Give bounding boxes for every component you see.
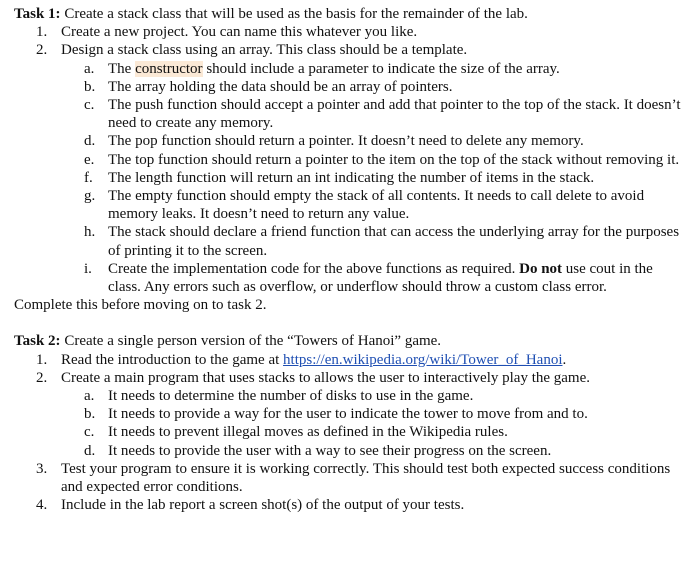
task2-subitem-c-marker: c. [84,424,95,441]
task2-subitem-c [14,423,686,441]
task1-subitem-a-marker: a. [84,60,95,77]
task1-subitem-c-marker: c. [84,97,95,114]
task2-subitem-c-text: It needs to prevent illegal moves as defined in the Wikipedia rules. [108,424,508,441]
task1-item-1-marker: 1. [36,24,48,41]
task1-subitem-i-marker: i. [84,260,92,277]
task1-subitem-c [14,96,686,132]
task1-subitem-c-text: The push function should accept a pointer and add that pointer to the top of the stack. It doesn’t need to create any memory. [108,97,681,132]
task2-subitem-b [14,405,686,423]
task1-subitem-f [14,169,686,187]
task2-subitem-d [14,442,686,460]
task2-label: Task 2: [14,333,61,350]
task1-subitem-d [14,132,686,150]
task1-subitem-a-pre: The [108,60,136,77]
task2-item-3-marker: 3. [36,460,48,477]
task1-subitem-g-marker: g. [84,188,96,205]
task1-item-2-marker: 2. [36,42,48,59]
task2-item-4-text: Include in the lab report a screen shot(s) of the output of your tests. [61,497,465,514]
task1-subitem-d-marker: d. [84,133,96,150]
do-not-emphasis: Do not [519,260,563,277]
task1-label: Task 1: [14,6,61,22]
task1-subitem-g [14,187,686,223]
task1-subitem-h-marker: h. [84,224,96,241]
task1-subitem-e [14,151,686,169]
task2-item-2-marker: 2. [36,369,48,386]
task2-subitem-d-text: It needs to provide the user with a way to see their progress on the screen. [108,442,552,459]
task1-subitem-a-post: should include a parameter to indicate the size of the array. [202,60,560,77]
task1-subitem-i-post: use cout in the class. Any errors such as overflow, or underflow should throw a custom class error. [108,260,653,296]
task2-subitem-b-text: It needs to provide a way for the user to indicate the tower to move from and to. [108,406,588,423]
task1-subitem-e-marker: e. [84,151,95,168]
task2-item-3 [14,460,686,496]
task1-item-2-text: Design a stack class using an array. This class should be a template. [61,42,468,59]
task1-subitem-i-pre: Create the implementation code for the above functions as required. [108,260,520,277]
task2-subitem-a-marker: a. [84,388,95,405]
lab-document [14,5,686,514]
task1-item-2 [14,41,686,59]
task1-title: Create a stack class that will be used as the basis for the remainder of the lab. [60,6,528,22]
task1-complete-note: Complete this before moving on to task 2. [14,297,267,314]
task2-heading [14,332,686,350]
task2-item-1 [14,351,686,369]
task2-item-1-pre: Read the introduction to the game at [61,351,284,368]
task2-item-3-text: Test your program to ensure it is working correctly. This should test both expected success conditions and expected error conditions. [61,460,671,496]
task1-item-1-text: Create a new project. You can name this whatever you like. [61,24,418,41]
task2-sublist [14,387,686,460]
task1-subitem-b-marker: b. [84,78,96,95]
task2-subitem-d-marker: d. [84,442,96,459]
task2-item-2-text: Create a main program that uses stacks to allows the user to interactively play the game. [61,369,590,386]
task2-subitem-a [14,387,686,405]
task1-subitem-f-marker: f. [84,169,93,186]
task1-subitem-h-text: The stack should declare a friend function that can access the underlying array for the purposes of printing it to the screen. [108,224,680,259]
task1-subitem-h [14,223,686,259]
task1-subitem-g-text: The empty function should empty the stack of all contents. It needs to call delete to avoid memory leaks. It doesn’t need to return any value. [108,188,645,223]
task1-subitem-a [14,60,686,78]
task1-subitem-b [14,78,686,96]
task1-sublist [14,60,686,297]
task1-heading [14,5,686,23]
task2-subitem-b-marker: b. [84,406,96,423]
task2-item-1-marker: 1. [36,351,48,368]
task2-item-4-marker: 4. [36,497,48,514]
task1-item-1 [14,23,686,41]
constructor-highlight: constructor [135,60,203,77]
task1-subitem-d-text: The pop function should return a pointer. It doesn’t need to delete any memory. [108,133,584,150]
task1-subitem-e-text: The top function should return a pointer to the item on the top of the stack without removing it. [108,151,680,168]
task1-subitem-i [14,260,686,296]
task2-subitem-a-text: It needs to determine the number of disks to use in the game. [108,388,474,405]
task2-item-2 [14,369,686,387]
wikipedia-link[interactable]: https://en.wikipedia.org/wiki/Tower_of_Hanoi [283,351,563,368]
task1-subitem-b-text: The array holding the data should be an array of pointers. [108,78,453,95]
task1-subitem-f-text: The length function will return an int indicating the number of items in the stack. [108,169,595,186]
task2-title: Create a single person version of the “Towers of Hanoi” game. [60,333,442,350]
section-gap [14,314,686,332]
task2-item-1-post: . [562,351,567,368]
task2-item-4 [14,496,686,514]
